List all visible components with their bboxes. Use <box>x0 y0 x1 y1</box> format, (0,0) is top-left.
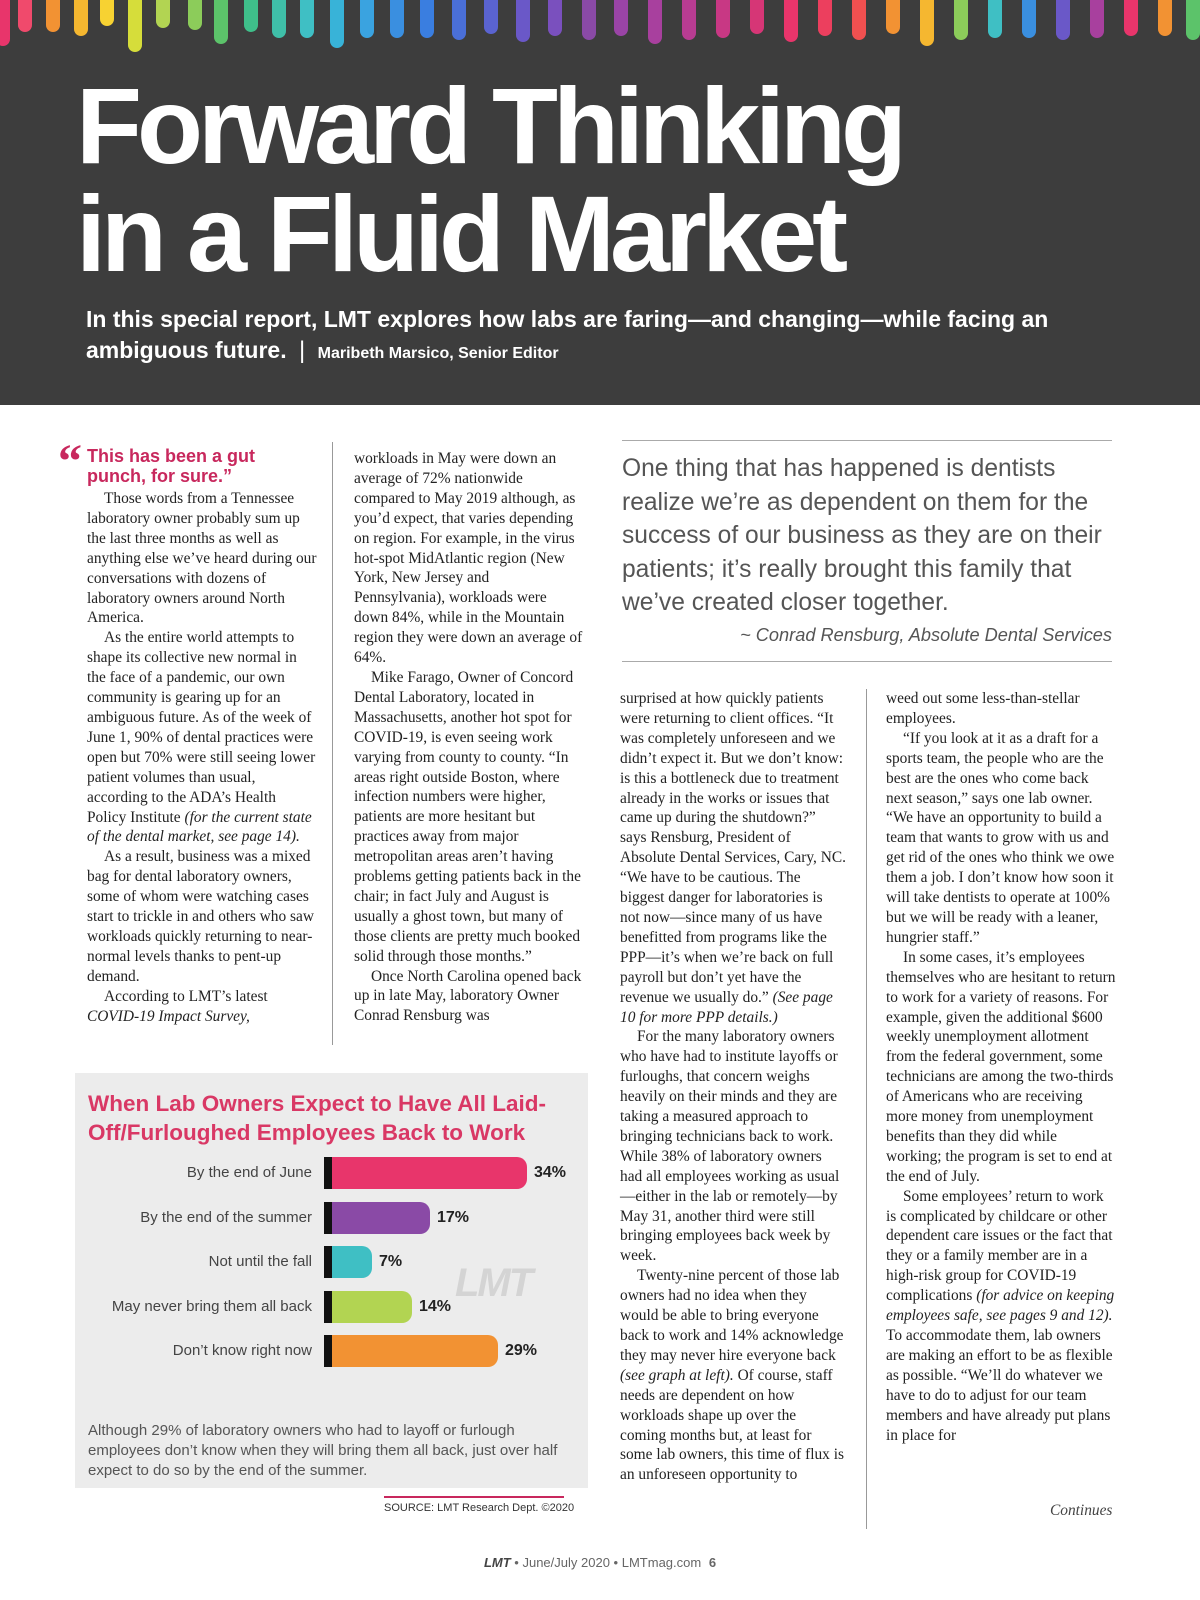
bar-value-label: 34% <box>534 1164 567 1181</box>
header-banner <box>0 0 1200 405</box>
continues-label: Continues <box>1050 1502 1113 1519</box>
paragraph: According to LMT’s latest COVID-19 Impact Survey, <box>87 987 268 1025</box>
source-rule <box>384 1496 564 1498</box>
lmt-watermark-logo: LMT <box>455 1261 532 1305</box>
byline: Maribeth Marsico, Senior Editor <box>317 345 559 362</box>
bar-label: By the end of the summer <box>140 1208 312 1226</box>
column-divider <box>866 689 867 1529</box>
paragraph: Some employees’ return to work is complicated by childcare or other dependent care issues or the fact that they or a family member are in a high-risk group for COVID-19 complications (for advice on keeping employees safe, see pages 9 and 12). To accommodate them, lab owners are making an effort to be as flexible as possible. “We’ll do whatever we have to do to adjust for our team members and have already put plans in place for <box>886 1187 1115 1444</box>
open-quote-mark: “ <box>58 435 82 488</box>
bar-axis-stub <box>324 1157 332 1189</box>
cross-reference: (See page 10 for more PPP details.) <box>620 988 833 1026</box>
cross-reference: (see graph at left). <box>620 1366 734 1384</box>
paragraph: As the entire world attempts to shape its collective new normal in the face of a pandemic, our own community is gearing up for an ambiguous future. As of the week of June 1, 90% of dental practices were open but 70% were still seeing lower patient volumes than usual, according to the ADA’s Health Policy Institute (for the current state of the dental market, see page 14). <box>87 629 316 846</box>
cross-reference: (for the current state of the dental market, see page 14). <box>87 808 312 846</box>
bar <box>332 1246 372 1278</box>
paragraph: For the many laboratory owners who have had to institute layoffs or furloughs, that concern weighs heavily on their minds and they are taking a measured approach to bringing technicians back to work. While 38% of laboratory owners had all employees working as usual—either in the lab or remotely—by May 31, another third were still bringing employees back week by week. <box>620 1028 840 1265</box>
bar-axis-stub <box>324 1291 332 1323</box>
bar-label: Don’t know right now <box>172 1342 312 1359</box>
title-line-2: in a Fluid Market <box>76 173 844 294</box>
bar <box>332 1202 430 1234</box>
paragraph: “If you look at it as a draft for a sports team, the people who are the best are the ones who come back next season,” says one lab owner. “We have an opportunity to build a team that wants to grow with us and get rid of the ones who think we owe them a job. I don’t know how soon it will take dentists to operate at 100% but we will be ready with a leaner, hungrier staff.” <box>886 729 1115 946</box>
bar <box>332 1157 527 1189</box>
footer-dot: • <box>613 1555 619 1570</box>
footer-brand: LMT <box>483 1555 511 1570</box>
bar-chart-panel <box>75 1073 588 1514</box>
cross-reference: (for advice on keeping employees safe, see pages 9 and 12). <box>886 1287 1115 1325</box>
bar-value-label: 7% <box>379 1253 403 1270</box>
paragraph: weed out some less-than-stellar employees. <box>886 690 1080 727</box>
footer-site: LMTmag.com <box>621 1555 702 1570</box>
article-column-1 <box>87 446 319 1026</box>
bar-axis-stub <box>324 1246 332 1278</box>
chart-source: SOURCE: LMT Research Dept. ©2020 <box>384 1502 575 1514</box>
pull-quote <box>622 440 1112 662</box>
article-title <box>76 65 902 294</box>
paragraph: Once North Carolina opened back up in late May, laboratory Owner Conrad Rensburg was <box>354 967 582 1025</box>
paragraph: Those words from a Tennessee laboratory owner probably sum up the last three months as well as anything else we’ve heard during our conversations with dozens of laboratory owners around North America. <box>87 490 317 627</box>
bar <box>332 1291 412 1323</box>
pull-quote-text: One thing that has happened is dentists realize we’re as dependent on them for the success of our business as they are on their patients; it’s really brought this family that we’ve created closer together. <box>622 455 1102 616</box>
bar <box>332 1335 498 1367</box>
article-dek <box>86 304 1126 369</box>
dek-text: In this special report, LMT explores how labs are faring—and changing—while facing an ambiguous future. <box>86 306 1049 363</box>
bar-value-label: 17% <box>437 1208 470 1226</box>
title-line-1: Forward Thinking <box>76 65 902 186</box>
bar-value-label: 29% <box>505 1342 538 1359</box>
article-column-2 <box>354 449 583 1026</box>
survey-name: COVID-19 Impact Survey, <box>87 1007 250 1025</box>
chart-caption: Although 29% of laboratory owners who had to layoff or furlough employees don’t know when they will bring them all back, just over half expect to do so by the end of the summer. <box>88 1422 558 1479</box>
paragraph: As a result, business was a mixed bag for dental laboratory owners, some of whom were watching cases start to trickle in and others who saw workloads quickly returning to near-normal levels thanks to pent-up demand. <box>87 848 314 985</box>
bar-axis-stub <box>324 1335 332 1367</box>
bar-label: May never bring them all back <box>111 1297 312 1315</box>
article-column-4 <box>886 689 1116 1445</box>
lead-quote: This has been a gut punch, for sure.” <box>87 446 256 486</box>
bar-label: By the end of June <box>186 1164 312 1181</box>
bar-axis-stub <box>324 1202 332 1234</box>
footer-dot: • <box>514 1555 519 1570</box>
article-column-3 <box>620 689 846 1485</box>
footer-issue: June/July 2020 <box>522 1555 610 1570</box>
pull-quote-attribution: ~ Conrad Rensburg, Absolute Dental Services <box>740 624 1112 645</box>
bar-label: Not until the fall <box>208 1253 312 1270</box>
paragraph: Twenty-nine percent of those lab owners had no idea when they would be able to bring everyone back to work and 14% acknowledge they may never hire everyone back (see graph at left). Of course, staff needs are dependent on how workloads shape up over the coming months but, at least for some lab owners, this time of flux is an unforeseen opportunity to <box>620 1267 844 1484</box>
chart-title: When Lab Owners Expect to Have All Laid-Off/Furloughed Employees Back to Work <box>88 1091 546 1145</box>
bar-value-label: 14% <box>419 1297 452 1315</box>
paragraph: Mike Farago, Owner of Concord Dental Laboratory, located in Massachusetts, another hot spot for COVID-19, is even seeing work varying from county to county. “In areas right outside Boston, where infection numbers were higher, patients are more hesitant but practices away from major metropolitan areas aren’t having problems getting patients back in the chair; in fact July and August is usually a ghost town, but many of those clients are pretty much booked solid through those months.” <box>354 668 581 965</box>
column-divider <box>332 442 333 1045</box>
page-footer <box>0 1555 1200 1570</box>
footer-page-number: 6 <box>708 1555 717 1570</box>
paragraph: surprised at how quickly patients were returning to client offices. “It was completely unforeseen and we didn’t expect it. But we don’t know: is this a bottleneck due to treatment already in the works or issues that came up during the shutdown?” says Rensburg, President of Absolute Dental Services, Cary, NC. “We have to be cautious. The biggest danger for laboratories is not now—since many of us have benefitted from programs like the PPP—it’s when we’re back on full payroll but don’t yet have the revenue we usually do.” (See page 10 for more PPP details.) <box>620 690 846 1026</box>
byline-separator: | <box>299 337 306 364</box>
paragraph: In some cases, it’s employees themselves who are hesitant to return to work for a variety of reasons. For example, given the additional $600 weekly unemployment allotment from the federal government, some technicians are among the two-thirds of Americans who are receiving more money from unemployment benefits than they did while working; the program is set to end at the end of July. <box>886 948 1116 1185</box>
paragraph: workloads in May were down an average of 72% nationwide compared to May 2019 although, as you’d expect, that varies depending on region. For example, in the virus hot-spot MidAtlantic region (New York, New Jersey and Pennsylvania), workloads were down 84%, while in the Mountain region they were down an average of 64%. <box>354 450 583 667</box>
